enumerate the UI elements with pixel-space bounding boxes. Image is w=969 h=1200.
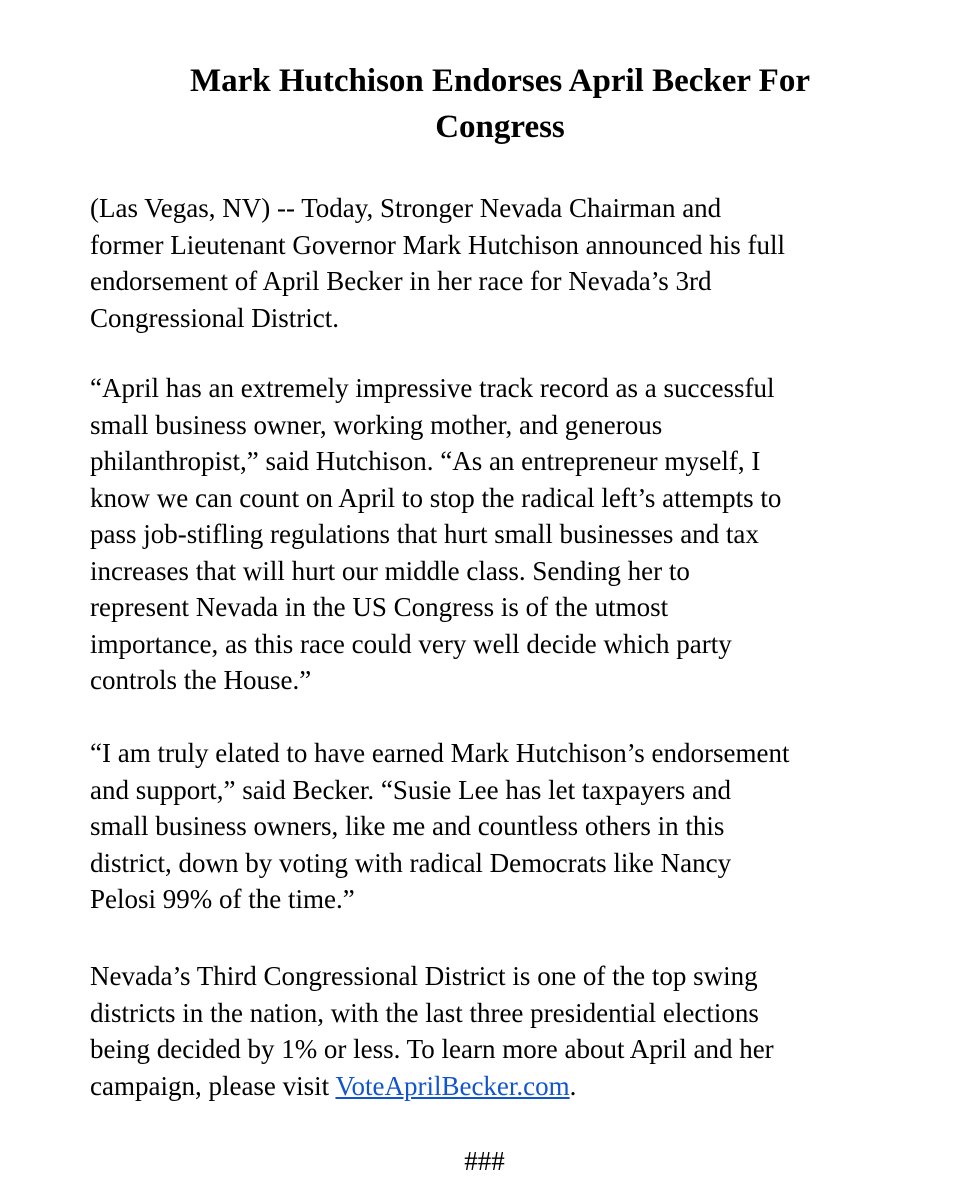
title-line-2: Congress	[435, 109, 565, 145]
link-lead-text: campaign, please visit	[90, 1070, 336, 1101]
paragraph-line: know we can count on April to stop the radical left’s attempts to	[90, 482, 782, 513]
paragraph-line: small business owners, like me and countless others in this	[90, 811, 725, 841]
paragraph-hutchison-quote	[90, 370, 920, 699]
paragraph-intro	[90, 190, 920, 336]
paragraph-line: pass job-stifling regulations that hurt small businesses and tax	[90, 519, 759, 549]
paragraph-line: district, down by voting with radical Democrats like Nancy	[90, 847, 732, 878]
title-line-1: Mark Hutchison Endorses April Becker For	[190, 63, 810, 99]
paragraph-line: small business owner, working mother, and generous	[90, 409, 663, 440]
paragraph-line: represent Nevada in the US Congress is of the utmost	[90, 592, 669, 622]
paragraph-line: “April has an extremely impressive track record as a successful	[90, 373, 775, 403]
paragraph-line: being decided by 1% or less. To learn more about April and her	[90, 1034, 774, 1064]
campaign-website-link[interactable]: VoteAprilBecker.com	[335, 1070, 570, 1101]
link-trailing-period: .	[569, 1070, 577, 1101]
paragraph-line: districts in the nation, with the last three presidential elections	[90, 997, 759, 1028]
paragraph-becker-quote	[90, 735, 920, 918]
paragraph-line: controls the House.”	[90, 665, 312, 695]
paragraph-line: philanthropist,” said Hutchison. “As an entrepreneur myself, I	[90, 446, 761, 476]
paragraph-line: Nevada’s Third Congressional District is one of the top swing	[90, 961, 758, 991]
paragraph-line: “I am truly elated to have earned Mark Hutchison’s endorsement	[90, 738, 790, 768]
end-of-release-mark: ###	[464, 1146, 505, 1176]
paragraph-line: increases that will hurt our middle class. Sending her to	[90, 555, 690, 586]
paragraph-line: (Las Vegas, NV) -- Today, Stronger Nevada Chairman and	[90, 193, 722, 223]
paragraph-line: and support,” said Becker. “Susie Lee has let taxpayers and	[90, 774, 732, 805]
paragraph-last-line	[90, 1068, 920, 1105]
page-title	[60, 58, 940, 150]
paragraph-district-info	[90, 958, 920, 1104]
paragraph-line: Pelosi 99% of the time.”	[90, 884, 355, 914]
paragraph-line: Congressional District.	[90, 302, 339, 333]
paragraph-line: importance, as this race could very well decide which party	[90, 628, 732, 659]
paragraph-line: endorsement of April Becker in her race for Nevada’s 3rd	[90, 266, 712, 296]
paragraph-line: former Lieutenant Governor Mark Hutchison announced his full	[90, 229, 786, 260]
